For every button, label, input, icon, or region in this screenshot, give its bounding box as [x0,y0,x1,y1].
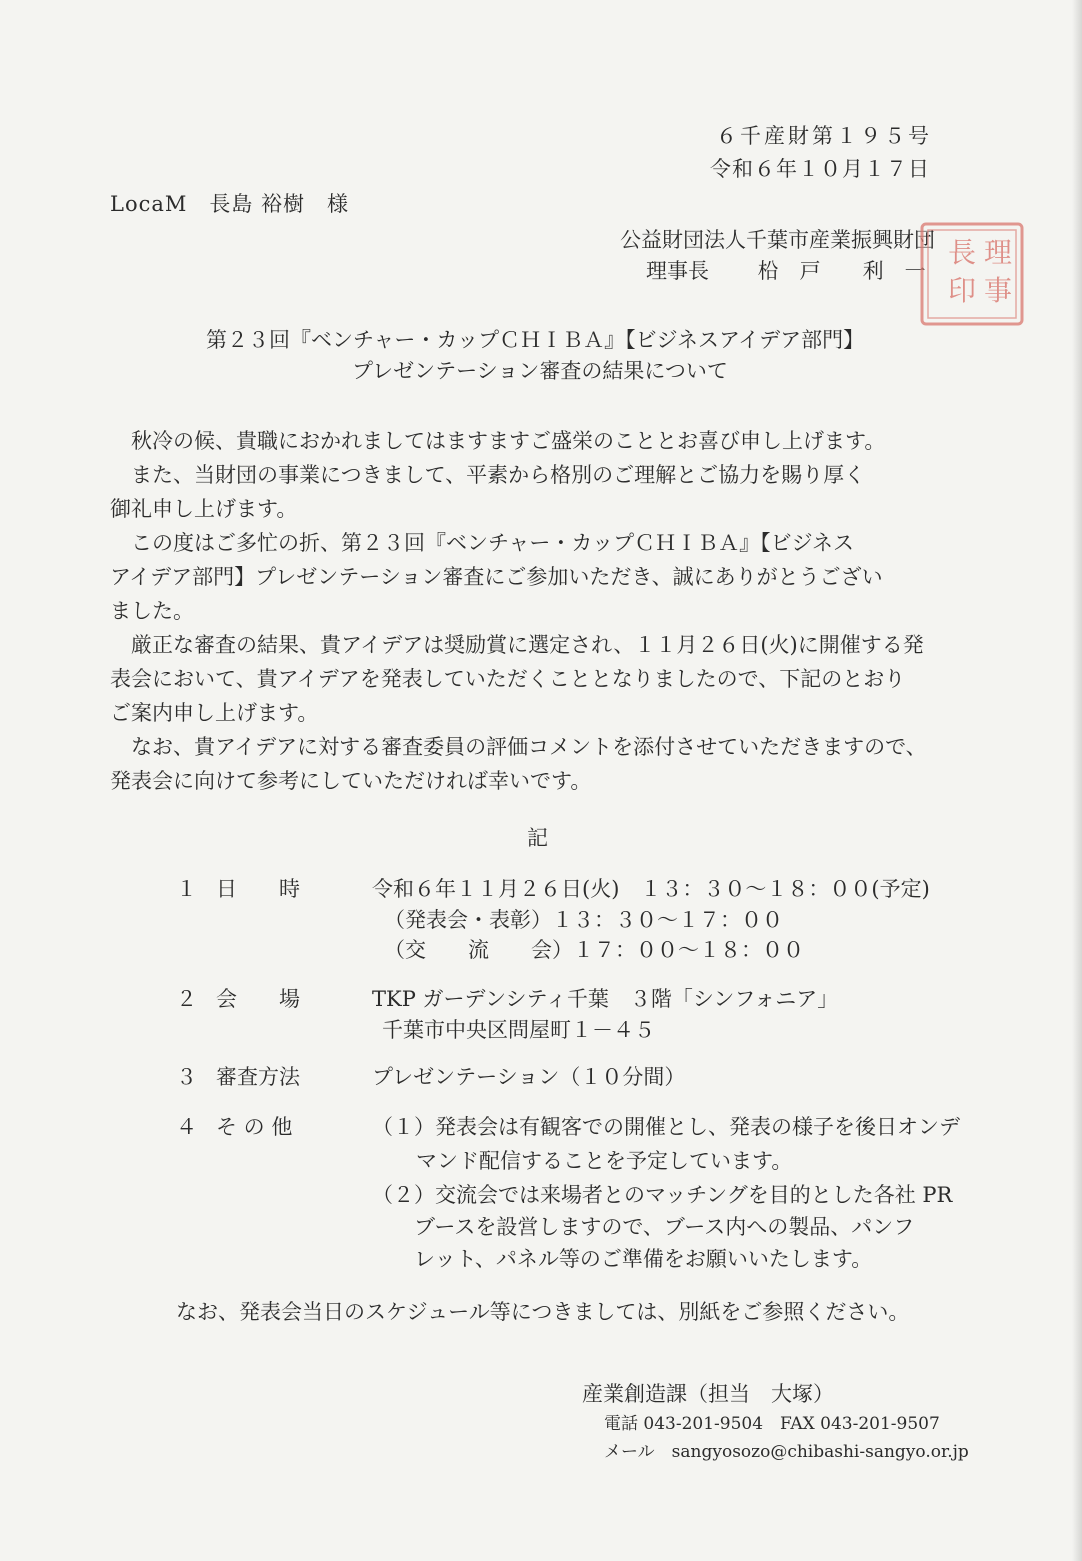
body-line: 表会において、貴アイデアを発表していただくこととなりましたので、下記のとおり [110,667,906,691]
item-value: TKP ガーデンシティ千葉 ３階「シンフォニア」 [372,987,839,1011]
item-label: 日 時 [216,877,300,901]
item-number: １ [176,877,197,901]
body-line: なお、貴アイデアに対する審査委員の評価コメントを添付させていただきますので、 [110,735,927,759]
sender-representative: 理事長 柗 戸 利 一 [646,259,926,283]
contact-department: 産業創造課（担当 大塚） [582,1382,834,1406]
item-value: （交 流 会）１７：００～１８：００ [384,938,804,962]
title-line-1: 第２３回『ベンチャー・カップＣＨＩＢＡ』【ビジネスアイデア部門】 [206,328,865,352]
ki-heading: 記 [527,826,548,850]
item-number: ２ [176,987,197,1011]
item-value: （２）交流会では来場者とのマッチングを目的とした各社 PR [372,1183,953,1207]
page-edge-shadow [1072,0,1082,1561]
item-value: ブースを設営しますので、ブース内への製品、パンフ [414,1215,915,1239]
recipient: LocaM 長島 裕樹 様 [110,192,350,216]
seal-char: 事 [984,274,1013,307]
title-line-2: プレゼンテーション審査の結果について [352,359,728,383]
official-seal-icon [916,218,1028,330]
item-value: 令和６年１１月２６日(火) １３：３０～１８：００(予定) [372,877,930,901]
seal-char: 理 [984,236,1013,269]
body-line: ました。 [110,599,194,623]
body-line: ご案内申し上げます。 [110,701,319,725]
body-line: 発表会に向けて参考にしていただければ幸いです。 [110,769,592,793]
contact-phone: 電話 043-201-9504 FAX 043-201-9507 [604,1414,940,1434]
item-label: 審査方法 [216,1065,300,1089]
item-number: ４ [176,1115,197,1139]
seal-char: 長 [948,236,977,269]
document-number: ６千産財第１９５号 [716,124,932,148]
body-line: また、当財団の事業につきまして、平素から格別のご理解とご協力を賜り厚く [110,463,866,487]
item-label: 会 場 [216,987,300,1011]
item-value: レット、パネル等のご準備をお願いいたします。 [414,1247,873,1271]
item-value: （発表会・表彰）１３：３０～１７：００ [384,908,783,932]
seal-char: 印 [948,274,977,307]
document-date: 令和６年１０月１７日 [710,157,930,181]
body-line: 秋冷の候、貴職におかれましてはますますご盛栄のこととお喜び申し上げます。 [110,429,886,453]
item-number: ３ [176,1065,197,1089]
body-line: アイデア部門】プレゼンテーション審査にご参加いただき、誠にありがとうござい [110,565,883,589]
item-value: マンド配信することを予定しています。 [416,1149,793,1173]
closing-note: なお、発表会当日のスケジュール等につきましては、別紙をご参照ください。 [176,1300,910,1324]
item-label: そ の 他 [216,1115,293,1139]
item-value: プレゼンテーション（１０分間） [372,1065,686,1089]
sender-organization: 公益財団法人千葉市産業振興財団 [620,228,935,252]
contact-email: メール sangyosozo@chibashi-sangyo.or.jp [604,1442,969,1462]
item-value: 千葉市中央区問屋町１－４５ [382,1018,655,1042]
item-value: （１）発表会は有観客での開催とし、発表の様子を後日オンデ [372,1115,960,1139]
body-line: 御礼申し上げます。 [110,497,298,521]
body-line: この度はご多忙の折、第２３回『ベンチャー・カップＣＨＩＢＡ』【ビジネス [110,531,855,555]
body-line: 厳正な審査の結果、貴アイデアは奨励賞に選定され、１１月２６日(火)に開催する発 [110,633,924,657]
